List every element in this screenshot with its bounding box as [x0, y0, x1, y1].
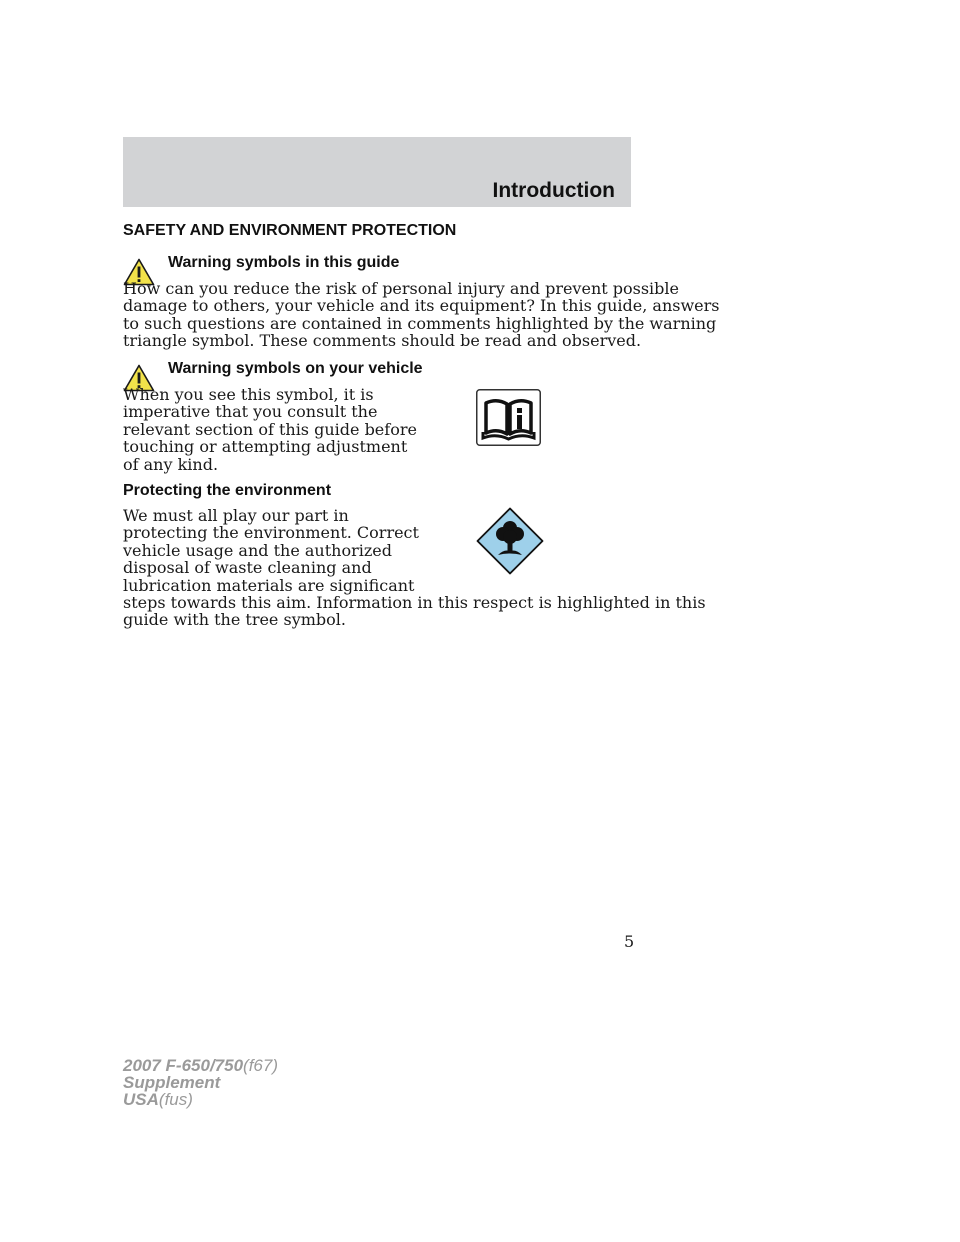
paragraph-line: triangle symbol. These comments should be read and observed.	[123, 331, 642, 351]
paragraph-line: relevant section of this guide before	[123, 419, 417, 439]
section-header-band	[123, 137, 631, 207]
paragraph-line: of any kind.	[123, 454, 219, 474]
main-heading: SAFETY AND ENVIRONMENT PROTECTION	[123, 222, 457, 239]
paragraph-line: vehicle usage and the authorized	[123, 540, 392, 560]
paragraph-line: We must all play our part in	[123, 506, 349, 525]
warning-vehicle-heading: Warning symbols on your vehicle	[168, 360, 423, 377]
paragraph-line: lubrication materials are significant	[123, 575, 415, 595]
paragraph-line: guide with the tree symbol.	[123, 610, 346, 630]
owner-guide-book-icon	[476, 389, 541, 446]
tree-environment-icon	[476, 507, 544, 575]
warning-guide-heading: Warning symbols in this guide	[168, 254, 400, 271]
footer-doc-type: Supplement	[123, 1073, 221, 1092]
paragraph-line: damage to others, your vehicle and its equipment? In this guide, answers	[123, 296, 720, 316]
footer-line	[123, 1091, 278, 1108]
warning-vehicle-paragraph	[123, 386, 417, 473]
footer-model: 2007 F-650/750	[123, 1056, 244, 1075]
section-title: Introduction	[492, 179, 615, 202]
environment-heading: Protecting the environment	[123, 482, 332, 499]
paragraph-line: to such questions are contained in comments highlighted by the warning	[123, 313, 717, 333]
footer-line	[123, 1057, 278, 1074]
environment-paragraph	[123, 507, 706, 629]
paragraph-line: touching or attempting adjustment	[123, 437, 408, 457]
paragraph-line: disposal of waste cleaning and	[123, 558, 372, 578]
paragraph-line: When you see this symbol, it is	[123, 385, 374, 404]
footer-line	[123, 1074, 278, 1091]
paragraph-line: protecting the environment. Correct	[123, 523, 419, 543]
footer-model-code: (f67)	[243, 1056, 279, 1075]
warning-guide-paragraph	[123, 280, 720, 350]
paragraph-line: How can you reduce the risk of personal injury and prevent possible	[123, 279, 679, 298]
page-number: 5	[624, 932, 635, 951]
footer-market: USA	[123, 1090, 159, 1109]
footer-market-code: (fus)	[158, 1090, 193, 1109]
paragraph-line: steps towards this aim. Information in this respect is highlighted in this	[123, 593, 706, 613]
paragraph-line: imperative that you consult the	[123, 402, 378, 422]
document-footer	[123, 1057, 278, 1108]
